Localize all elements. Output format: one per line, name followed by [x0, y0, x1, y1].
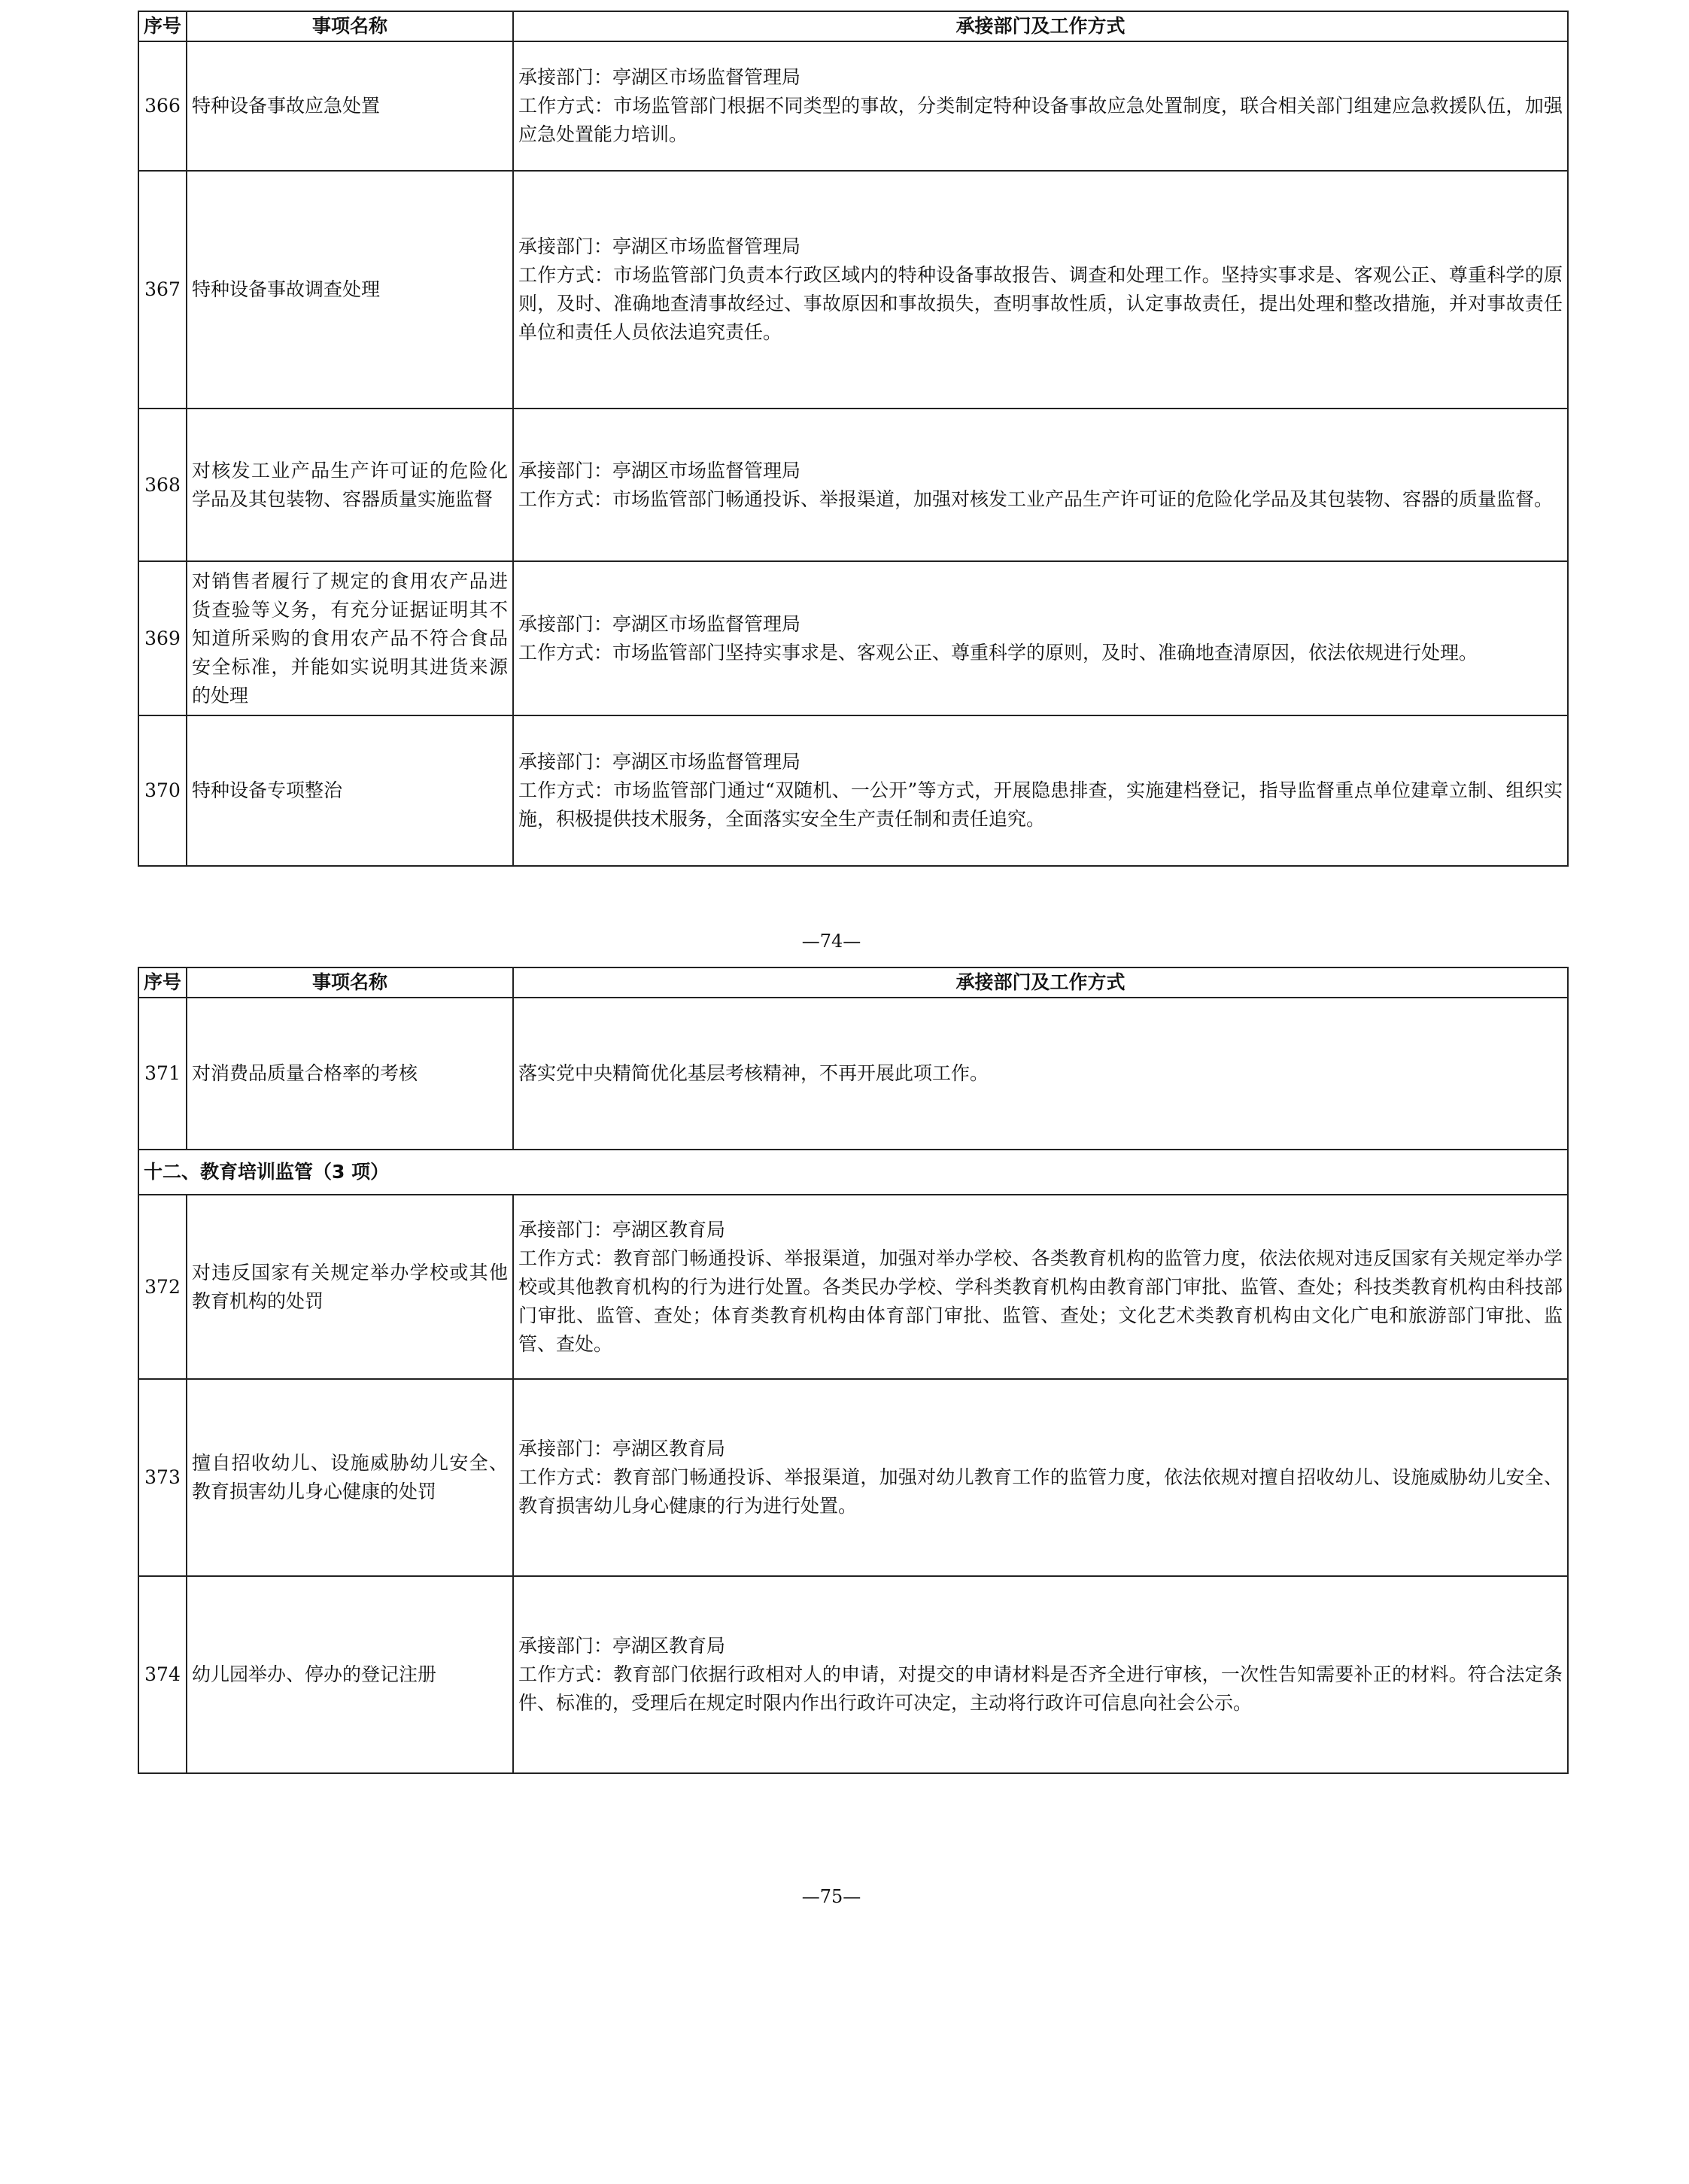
table-header-row [138, 11, 1568, 41]
section-heading: 十二、教育培训监管（3 项） [138, 1150, 1568, 1195]
header-matter-name: 事项名称 [187, 967, 513, 998]
page-number: —74— [801, 931, 861, 952]
work-method: 工作方式：市场监管部门畅通投诉、举报渠道，加强对核发工业产品生产许可证的危险化学品及其包装物、容器的质量监督。 [518, 488, 1554, 510]
table-row [138, 561, 1568, 715]
work-method: 落实党中央精简优化基层考核精神，不再开展此项工作。 [513, 998, 1568, 1150]
department-method-cell [513, 409, 1568, 561]
table-row [138, 41, 1568, 171]
department-method-cell [513, 41, 1568, 171]
matter-name: 对销售者履行了规定的食用农产品进货查验等义务，有充分证据证明其不知道所采购的食用农产品不符合食品安全标准，并能如实说明其进货来源的处理 [187, 561, 513, 715]
department-line: 承接部门：亭湖区市场监督管理局 [518, 751, 801, 773]
table-row [138, 409, 1568, 561]
department-line: 承接部门：亭湖区教育局 [518, 1438, 726, 1460]
row-number: 374 [138, 1576, 187, 1773]
matter-name: 对核发工业产品生产许可证的危险化学品及其包装物、容器质量实施监督 [187, 409, 513, 561]
work-method: 工作方式：市场监管部门负责本行政区域内的特种设备事故报告、调查和处理工作。坚持实事求是、客观公正、尊重科学的原则，及时、准确地查清事故经过、事故原因和事故损失，查明事故性质，认定事故责任，提出处理和整改措施，并对事故责任单位和责任人员依法追究责任。 [518, 264, 1563, 343]
matter-name: 擅自招收幼儿、设施威胁幼儿安全、教育损害幼儿身心健康的处罚 [187, 1379, 513, 1576]
table-row [138, 998, 1568, 1150]
department-method-cell [513, 1576, 1568, 1773]
work-method: 工作方式：教育部门依据行政相对人的申请，对提交的申请材料是否齐全进行审核，一次性告知需要补正的材料。符合法定条件、标准的，受理后在规定时限内作出行政许可决定，主动将行政许可信息向社会公示。 [518, 1663, 1563, 1714]
row-number: 367 [138, 171, 187, 409]
department-method-cell [513, 715, 1568, 866]
row-number: 368 [138, 409, 187, 561]
work-method: 工作方式：市场监管部门通过“双随机、一公开”等方式，开展隐患排查，实施建档登记，指导监督重点单位建章立制、组织实施，积极提供技术服务，全面落实安全生产责任制和责任追究。 [518, 779, 1563, 830]
row-number: 371 [138, 998, 187, 1150]
matter-name: 对消费品质量合格率的考核 [187, 998, 513, 1150]
matter-name: 特种设备事故调查处理 [187, 171, 513, 409]
work-method: 工作方式：教育部门畅通投诉、举报渠道，加强对举办学校、各类教育机构的监管力度，依法依规对违反国家有关规定举办学校或其他教育机构的行为进行处置。各类民办学校、学科类教育机构由教育部门审批、监管、查处；科技类教育机构由科技部门审批、监管、查处；体育类教育机构由体育部门审批、监管、查处；文化艺术类教育机构由文化广电和旅游部门审批、监管、查处。 [518, 1247, 1563, 1355]
row-number: 373 [138, 1379, 187, 1576]
row-number: 370 [138, 715, 187, 866]
department-method-cell [513, 171, 1568, 409]
section-row [138, 1150, 1568, 1195]
matter-name: 对违反国家有关规定举办学校或其他教育机构的处罚 [187, 1195, 513, 1379]
table-row [138, 1576, 1568, 1773]
row-number: 372 [138, 1195, 187, 1379]
row-number: 366 [138, 41, 187, 171]
matters-table-page-74 [138, 11, 1569, 867]
department-method-cell [513, 1195, 1568, 1379]
department-method-cell [513, 561, 1568, 715]
table-row [138, 171, 1568, 409]
matter-name: 特种设备事故应急处置 [187, 41, 513, 171]
table-row [138, 715, 1568, 866]
department-line: 承接部门：亭湖区教育局 [518, 1218, 726, 1241]
table-header-row [138, 967, 1568, 998]
department-line: 承接部门：亭湖区市场监督管理局 [518, 235, 801, 257]
matter-name: 幼儿园举办、停办的登记注册 [187, 1576, 513, 1773]
header-department-method: 承接部门及工作方式 [513, 11, 1568, 41]
department-line: 承接部门：亭湖区市场监督管理局 [518, 66, 801, 88]
header-serial-number: 序号 [138, 967, 187, 998]
header-serial-number: 序号 [138, 11, 187, 41]
department-method-cell [513, 1379, 1568, 1576]
department-line: 承接部门：亭湖区市场监督管理局 [518, 459, 801, 481]
department-line: 承接部门：亭湖区教育局 [518, 1635, 726, 1657]
header-department-method: 承接部门及工作方式 [513, 967, 1568, 998]
page-number: —75— [801, 1886, 861, 1907]
department-line: 承接部门：亭湖区市场监督管理局 [518, 612, 801, 635]
work-method: 工作方式：市场监管部门坚持实事求是、客观公正、尊重科学的原则，及时、准确地查清原因，依法依规进行处理。 [518, 641, 1478, 664]
work-method: 工作方式：教育部门畅通投诉、举报渠道，加强对幼儿教育工作的监管力度，依法依规对擅自招收幼儿、设施威胁幼儿安全、教育损害幼儿身心健康的行为进行处置。 [518, 1466, 1563, 1517]
header-matter-name: 事项名称 [187, 11, 513, 41]
row-number: 369 [138, 561, 187, 715]
work-method: 工作方式：市场监管部门根据不同类型的事故，分类制定特种设备事故应急处置制度，联合相关部门组建应急救援队伍，加强应急处置能力培训。 [518, 95, 1563, 145]
table-row [138, 1379, 1568, 1576]
matter-name: 特种设备专项整治 [187, 715, 513, 866]
table-row [138, 1195, 1568, 1379]
matters-table-page-75 [138, 967, 1569, 1774]
